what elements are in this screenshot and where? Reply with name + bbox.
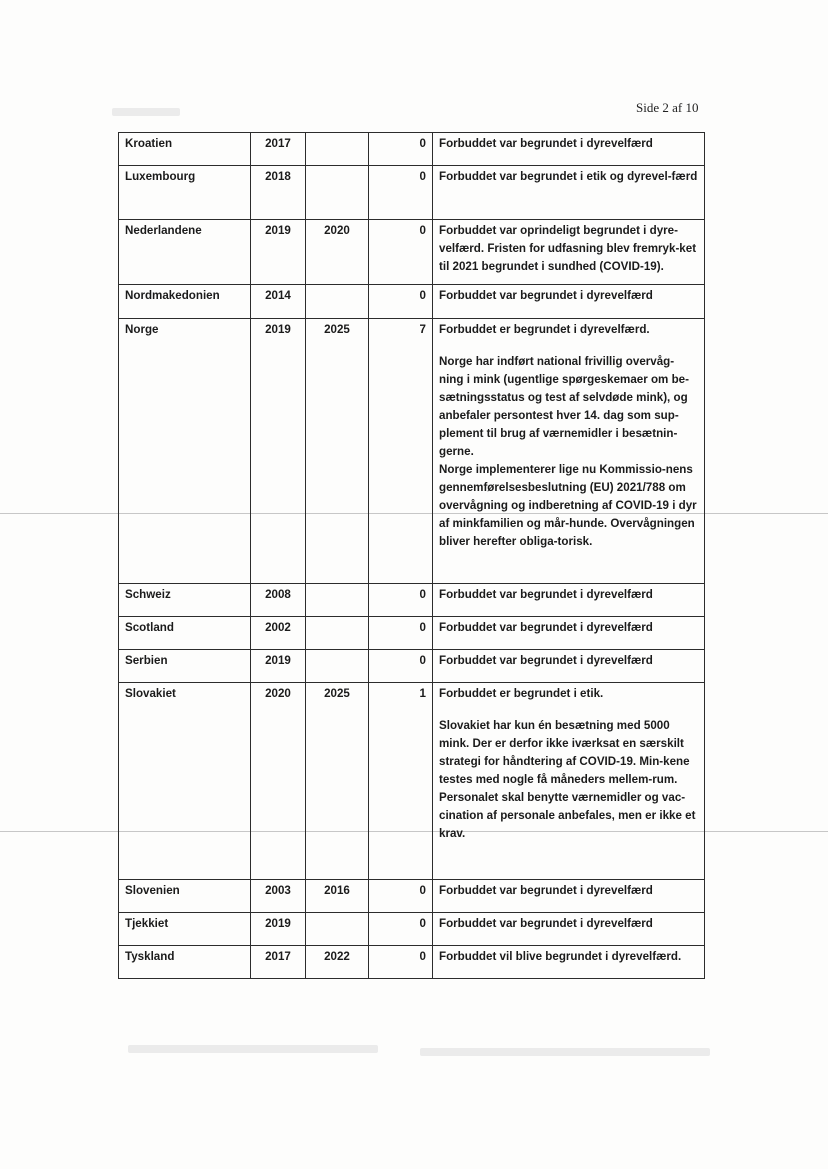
table-row [119,133,705,166]
table-row [119,650,705,683]
count-cell: 0 [369,946,433,979]
mink-ban-table [118,132,705,979]
table-row [119,166,705,220]
country-cell: Tyskland [119,946,251,979]
description-text: Forbuddet var oprindeligt begrundet i dyre-velfærd. Fristen for udfasning blev fremryk-ket til 2021 begrundet i sundhed (COVID-19). [439,224,697,273]
country-cell: Serbien [119,650,251,683]
end-year-cell [306,584,369,617]
count-cell: 0 [369,913,433,946]
count-cell: 0 [369,880,433,913]
ban-year-cell: 2019 [251,650,306,683]
country-cell: Slovenien [119,880,251,913]
description-cell [433,946,705,979]
table-row [119,617,705,650]
end-year-cell: 2020 [306,220,369,285]
count-cell: 1 [369,683,433,880]
table-row [119,584,705,617]
table-row [119,913,705,946]
count-cell: 0 [369,584,433,617]
description-cell [433,285,705,319]
country-cell: Norge [119,319,251,584]
description-cell [433,880,705,913]
bleed-through [128,1045,378,1053]
country-cell: Schweiz [119,584,251,617]
description-cell [433,617,705,650]
bleed-through [112,108,180,116]
description-text: Forbuddet var begrundet i dyrevelfærd [439,137,653,150]
ban-year-cell: 2008 [251,584,306,617]
count-cell: 7 [369,319,433,584]
description-text: Forbuddet var begrundet i dyrevelfærd [439,654,653,667]
end-year-cell [306,913,369,946]
ban-year-cell: 2019 [251,220,306,285]
bleed-through [420,1048,710,1056]
description-text: Forbuddet var begrundet i dyrevelfærd [439,917,653,930]
description-text: Norge implementerer lige nu Kommissio-nens gennemførelsesbeslutning (EU) 2021/788 om overvågning og indberetning af COVID-19 i dyr af minkfamilien og mår-hunde. Overvågningen bliver herefter obliga-torisk. [439,463,697,548]
description-text: Forbuddet er begrundet i dyrevelfærd. [439,323,650,336]
ban-year-cell: 2017 [251,946,306,979]
end-year-cell [306,166,369,220]
end-year-cell: 2016 [306,880,369,913]
country-cell: Scotland [119,617,251,650]
description-text: Forbuddet var begrundet i dyrevelfærd [439,884,653,897]
description-text: Personalet skal benytte værnemidler og vac-cination af personale anbefales, men er ikke et krav. [439,791,696,840]
count-cell: 0 [369,617,433,650]
ban-year-cell: 2017 [251,133,306,166]
description-cell [433,166,705,220]
country-cell: Nederlandene [119,220,251,285]
end-year-cell: 2025 [306,683,369,880]
country-cell: Tjekkiet [119,913,251,946]
description-cell [433,650,705,683]
ban-year-cell: 2019 [251,913,306,946]
table-row [119,683,705,880]
description-text: Forbuddet var begrundet i etik og dyrevel-færd [439,170,698,183]
description-text: Norge har indført national frivillig overvåg-ning i mink (ugentlige spørgeskemaer om be-sætningsstatus og test af selvdøde mink), og anbefaler persontest hver 14. dag som sup-plement til brug af værnemidler i besætnin-gerne. [439,355,689,458]
description-text: Forbuddet vil blive begrundet i dyrevelfærd. [439,950,682,963]
end-year-cell: 2022 [306,946,369,979]
ban-year-cell: 2018 [251,166,306,220]
description-text: Forbuddet er begrundet i etik. [439,687,604,700]
ban-year-cell: 2014 [251,285,306,319]
country-cell: Nordmakedonien [119,285,251,319]
description-cell [433,220,705,285]
description-text: Slovakiet har kun én besætning med 5000 mink. Der er derfor ikke iværksat en særskilt strategi for håndtering af COVID-19. Min-kene testes med nogle få måneders mellem-rum. [439,719,690,786]
count-cell: 0 [369,166,433,220]
ban-year-cell: 2019 [251,319,306,584]
description-text: Forbuddet var begrundet i dyrevelfærd [439,289,653,302]
ban-year-cell: 2020 [251,683,306,880]
ban-year-cell: 2003 [251,880,306,913]
description-cell [433,133,705,166]
count-cell: 0 [369,220,433,285]
table-row [119,880,705,913]
description-cell [433,683,705,880]
table-row [119,319,705,584]
description-cell [433,913,705,946]
end-year-cell [306,650,369,683]
description-text: Forbuddet var begrundet i dyrevelfærd [439,621,653,634]
end-year-cell [306,133,369,166]
page-number: Side 2 af 10 [636,100,699,115]
ban-year-cell: 2002 [251,617,306,650]
description-text: Forbuddet var begrundet i dyrevelfærd [439,588,653,601]
table-row [119,220,705,285]
country-cell: Luxembourg [119,166,251,220]
table-row [119,285,705,319]
description-cell [433,584,705,617]
country-cell: Kroatien [119,133,251,166]
count-cell: 0 [369,650,433,683]
count-cell: 0 [369,133,433,166]
country-cell: Slovakiet [119,683,251,880]
end-year-cell: 2025 [306,319,369,584]
table-row [119,946,705,979]
description-cell [433,319,705,584]
count-cell: 0 [369,285,433,319]
end-year-cell [306,285,369,319]
end-year-cell [306,617,369,650]
